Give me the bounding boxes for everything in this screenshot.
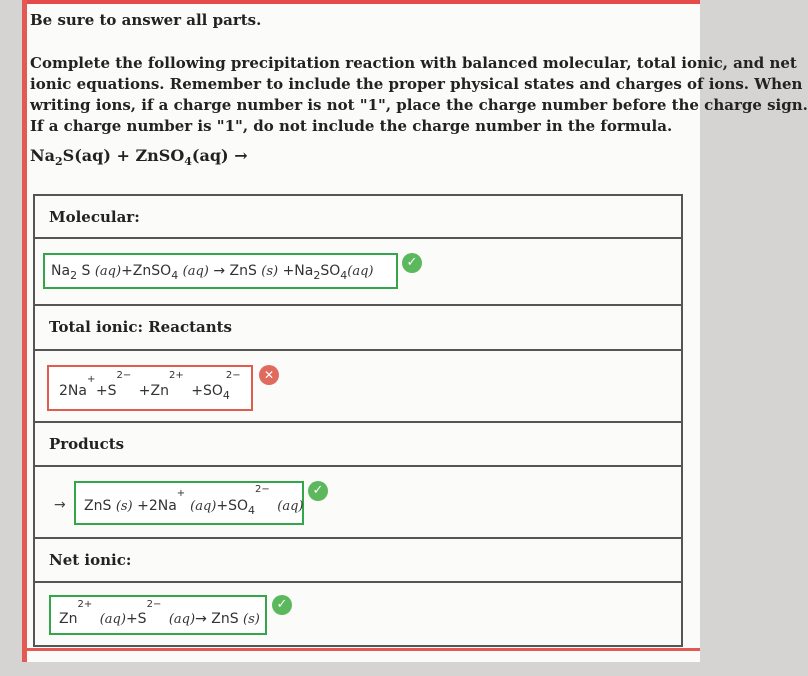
products-answer-field[interactable]: ZnS (s) +2Na + $(aq)+SO_4$ 2− (aq) bbox=[74, 481, 304, 525]
reactants-answer-row bbox=[33, 351, 683, 423]
page-bottom-border bbox=[22, 648, 700, 651]
instructions-title: Be sure to answer all parts. bbox=[30, 11, 262, 29]
page-top-border bbox=[22, 0, 700, 4]
molecular-label-row bbox=[33, 194, 683, 239]
page-left-border bbox=[22, 0, 27, 662]
reactants-answer-field[interactable]: 2Na + +S 2− +Zn 2+ $+SO_4$ 2− bbox=[47, 365, 253, 411]
instructions-line-1: Complete the following precipitation reaction with balanced molecular, total ionic, and net bbox=[30, 54, 797, 72]
net-ionic-label: Net ionic: bbox=[49, 551, 132, 569]
net-ionic-answer-field[interactable]: Zn 2+ (aq)+S 2− (aq)→ ZnS (s) bbox=[49, 595, 267, 635]
instructions-line-4: If a charge number is "1", do not include the charge number in the formula. bbox=[30, 117, 673, 135]
instructions-line-3: writing ions, if a charge number is not "1", place the charge number before the charge sign. bbox=[30, 96, 808, 114]
instructions-line-2: ionic equations. Remember to include the proper physical states and charges of ions. When bbox=[30, 75, 803, 93]
net-ionic-correct-icon: ✓ bbox=[272, 595, 292, 615]
reactants-incorrect-icon: ✕ bbox=[259, 365, 279, 385]
products-label: Products bbox=[49, 435, 125, 453]
products-answer-row bbox=[33, 467, 683, 539]
molecular-correct-icon: ✓ bbox=[402, 253, 422, 273]
reaction-equation: $Na_2S(aq)$ + ZnSO$_4$(aq) → bbox=[30, 146, 248, 168]
molecular-label: Molecular: bbox=[49, 208, 140, 226]
products-label-row bbox=[33, 423, 683, 467]
total-ionic-label: Total ionic: Reactants bbox=[49, 318, 233, 336]
products-correct-icon: ✓ bbox=[308, 481, 328, 501]
total-ionic-label-row bbox=[33, 306, 683, 351]
net-ionic-answer-row bbox=[33, 583, 683, 647]
molecular-answer-row bbox=[33, 239, 683, 306]
net-ionic-label-row bbox=[33, 539, 683, 583]
products-arrow: → bbox=[54, 497, 66, 513]
molecular-answer-field[interactable]: $Na_2$ S (aq)+ZnSO$_4$ (aq) → ZnS $(s) +Na_2SO_4(aq)$ bbox=[43, 253, 398, 289]
